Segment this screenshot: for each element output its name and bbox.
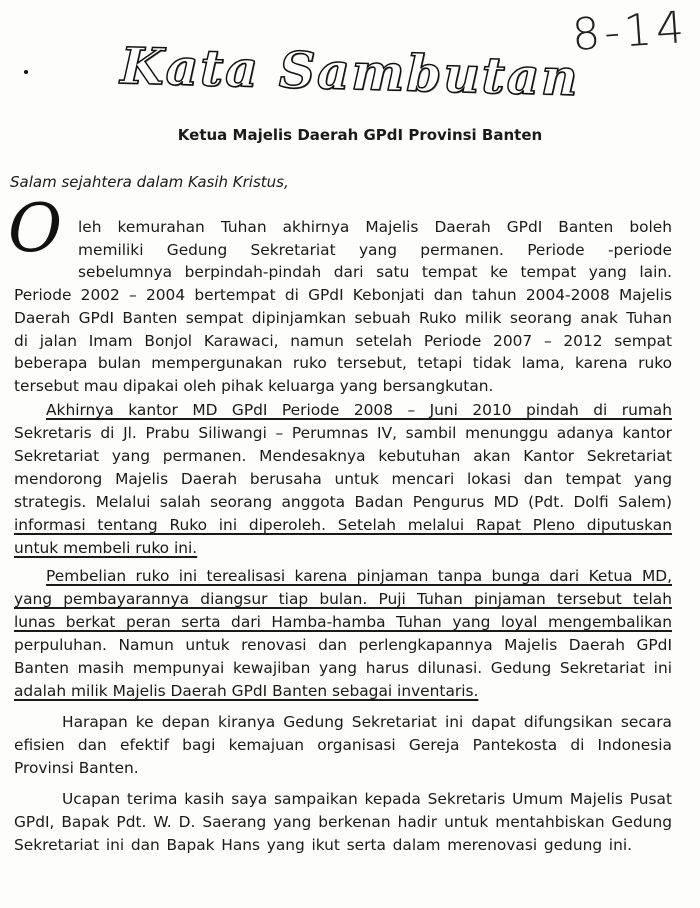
body-line: Akhirnya kantor MD GPdI Periode 2008 – Juni 2010 pindah di rumah	[46, 401, 672, 419]
drop-cap: O	[8, 190, 63, 267]
body-line: beberapa bulan mempergunakan ruko tersebut, tetapi tidak lama, karena ruko	[14, 354, 672, 372]
body-line: sebelumnya berpindah-pindah dari satu tempat ke tempat yang lain.	[78, 263, 672, 281]
handwritten-page-note: 8-14	[570, 2, 690, 61]
body-line: mendorong Majelis Daerah berusaha untuk mencari lokasi dan tempat yang	[14, 470, 672, 488]
body-line: adalah milik Majelis Daerah GPdI Banten sebagai inventaris.	[14, 682, 479, 700]
body-line: yang pembayarannya diangsur tiap bulan. Puji Tuhan pinjaman tersebut telah	[14, 590, 672, 608]
body-line: Banten masih mempunyai kewajiban yang harus dilunasi. Gedung Sekretariat ini	[14, 659, 672, 677]
body-line: Sekretariat yang permanen. Mendesaknya kebutuhan akan Kantor Sekretariat	[14, 447, 672, 465]
body-line: GPdI, Bapak Pdt. W. D. Saerang yang berkenan hadir untuk mentahbiskan Gedung	[14, 813, 672, 831]
body-line: lunas berkat peran serta dari Hamba-hamba Tuhan yang loyal mengembalikan	[14, 613, 672, 631]
body-line: Sekretariat ini dan Bapak Hans yang ikut serta dalam merenovasi gedung ini.	[14, 836, 632, 854]
greeting: Salam sejahtera dalam Kasih Kristus,	[10, 173, 289, 191]
body-line: Pembelian ruko ini terealisasi karena pinjaman tanpa bunga dari Ketua MD,	[46, 567, 672, 585]
body-line: perpuluhan. Namun untuk renovasi dan perlengkapannya Majelis Daerah GPdI	[14, 636, 672, 654]
body-line: untuk membeli ruko ini.	[14, 539, 198, 557]
page-title: Kata Sambutan	[119, 35, 581, 108]
body-line: Harapan ke depan kiranya Gedung Sekretariat ini dapat difungsikan secara	[62, 713, 672, 731]
body-line: memiliki Gedung Sekretariat yang permanen. Periode -periode	[78, 241, 672, 259]
body-line: Provinsi Banten.	[14, 759, 139, 777]
body-line: efisien dan efektif bagi kemajuan organisasi Gereja Pantekosta di Indonesia	[14, 736, 672, 754]
body-line: strategis. Melalui salah seorang anggota Badan Pengurus MD (Pdt. Dolfi Salem)	[14, 493, 672, 511]
body-line: Ucapan terima kasih saya sampaikan kepada Sekretaris Umum Majelis Pusat	[62, 790, 672, 808]
body-line: Sekretaris di Jl. Prabu Siliwangi – Perumnas IV, sambil menunggu adanya kantor	[14, 424, 672, 442]
body-line: informasi tentang Ruko ini diperoleh. Setelah melalui Rapat Pleno diputuskan	[14, 516, 672, 534]
body-line: Daerah GPdI Banten sempat dipinjamkan sebuah Ruko milik seorang anak Tuhan	[14, 309, 672, 327]
body-line: Periode 2002 – 2004 bertempat di GPdI Kebonjati dan tahun 2004-2008 Majelis	[14, 286, 672, 304]
body-line: di jalan Imam Bonjol Karawaci, namun setelah Periode 2007 – 2012 sempat	[14, 332, 672, 350]
body-line: tersebut mau dipakai oleh pihak keluarga yang bersangkutan.	[14, 377, 494, 395]
body-line: leh kemurahan Tuhan akhirnya Majelis Daerah GPdI Banten boleh	[78, 218, 672, 236]
page-subtitle: Ketua Majelis Daerah GPdI Provinsi Banten	[177, 126, 543, 144]
